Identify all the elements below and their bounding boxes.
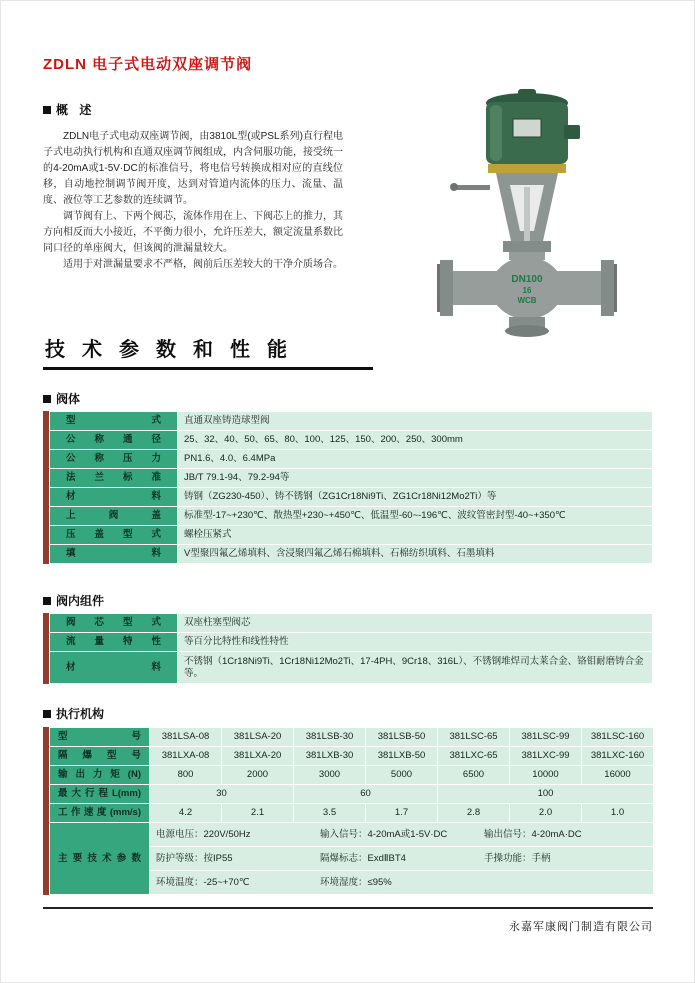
main-param: 隔爆标志：ExdⅡBT4 <box>319 852 406 864</box>
actuator-heading-label: 执行机构 <box>56 707 105 721</box>
spec-label-cell: 流量特性 <box>50 633 178 652</box>
exproof-model-cell: 381LXB-30 <box>294 747 366 766</box>
model-cell: 381LSC-65 <box>438 728 510 747</box>
model-cell: 381LSC-99 <box>510 728 582 747</box>
table-row <box>50 526 653 545</box>
page-footer <box>43 907 653 934</box>
table-row <box>50 450 653 469</box>
exproof-model-cell: 381LXC-160 <box>582 747 654 766</box>
main-params-cell <box>150 871 654 895</box>
valve-illustration <box>426 89 631 351</box>
table-row <box>50 488 653 507</box>
spec-value-cell: 螺栓压紧式 <box>178 526 653 545</box>
table-row <box>50 633 653 652</box>
table-row <box>50 507 653 526</box>
section-bullet-icon <box>43 710 51 718</box>
exproof-model-cell: 381LXA-20 <box>222 747 294 766</box>
table-row <box>50 545 653 564</box>
spec-label-cell: 公称压力 <box>50 450 178 469</box>
section-bullet-icon <box>43 395 51 403</box>
valve-body-heading <box>43 390 80 407</box>
overview-heading <box>43 101 95 118</box>
main-params-cell <box>150 823 654 847</box>
exproof-model-cell: 381LXB-50 <box>366 747 438 766</box>
main-param: 输出信号：4-20mA·DC <box>483 828 582 840</box>
spec-label-cell: 压盖型式 <box>50 526 178 545</box>
overview-text <box>43 129 343 273</box>
actuator-table <box>43 727 653 895</box>
spec-value-cell: JB/T 79.1-94、79.2-94等 <box>178 469 653 488</box>
table-row <box>50 469 653 488</box>
actuator-heading <box>43 705 104 722</box>
valve-body-heading-label: 阀体 <box>56 392 81 406</box>
model-cell: 381LSA-20 <box>222 728 294 747</box>
spec-label-cell: 工作速度(mm/s) <box>50 804 150 823</box>
spec-label-cell: 上阀盖 <box>50 507 178 526</box>
tech-section-heading: 技术参数和性能 <box>43 333 373 370</box>
speed-cell: 2.0 <box>510 804 582 823</box>
overview-heading-label: 概 述 <box>56 103 96 117</box>
main-param: 环境温度：-25~+70℃ <box>156 876 250 888</box>
spec-label-cell: 材料 <box>50 652 178 684</box>
spec-value-cell: 双座柱塞型阀芯 <box>178 614 653 633</box>
spec-value-cell: 标准型-17~+230℃、散热型+230~+450℃、低温型-60~-196℃、波纹管密封型-40~+350℃ <box>178 507 653 526</box>
table-row <box>50 728 654 747</box>
overview-paragraph: ZDLN电子式电动双座调节阀，由3810L型(或PSL系列)直行程电子式电动执行机构和直通双座调节阀组成，内含伺服功能，接受统一的4-20mA或1-5V·DC的标准信号，将电信号转换成相对应的直线位移，自动地控制调节阀开度，达到对管道内流体的压力、流量、温度、液位等工艺参数的连续调节。 <box>43 131 343 206</box>
valve-dn-mark: DN100 <box>511 274 543 285</box>
spec-label-cell: 型式 <box>50 412 178 431</box>
output-force-cell: 2000 <box>222 766 294 785</box>
stroke-cell: 100 <box>438 785 654 804</box>
table-row <box>50 785 654 804</box>
company-name: 永嘉军康阀门制造有限公司 <box>509 921 653 933</box>
table-row <box>50 652 653 684</box>
table-row <box>50 804 654 823</box>
valve-material-mark: WCB <box>517 296 537 305</box>
section-bullet-icon <box>43 597 51 605</box>
main-param: 防护等级：按IP55 <box>156 852 233 864</box>
output-force-cell: 16000 <box>582 766 654 785</box>
model-cell: 381LSA-08 <box>150 728 222 747</box>
spec-value-cell: 等百分比特性和线性特性 <box>178 633 653 652</box>
spec-label-cell: 法兰标准 <box>50 469 178 488</box>
spec-label-cell: 阀芯型式 <box>50 614 178 633</box>
main-param: 环境湿度：≤95% <box>319 876 392 888</box>
exproof-model-cell: 381LXC-99 <box>510 747 582 766</box>
spec-value-cell: V型聚四氟乙烯填料、含浸聚四氟乙烯石棉填料、石棉纺织填料、石墨填料 <box>178 545 653 564</box>
section-bullet-icon <box>43 106 51 114</box>
speed-cell: 1.0 <box>582 804 654 823</box>
valve-pn-mark: 16 <box>522 286 532 295</box>
overview-paragraph: 适用于对泄漏量要求不严格，阀前后压差较大的干净介质场合。 <box>63 259 343 270</box>
stroke-cell: 30 <box>150 785 294 804</box>
spec-label-cell: 公称通径 <box>50 431 178 450</box>
spec-label-cell: 型号 <box>50 728 150 747</box>
table-row <box>50 747 654 766</box>
main-param: 电源电压：220V/50Hz <box>156 828 251 840</box>
output-force-cell: 800 <box>150 766 222 785</box>
valve-photo <box>426 89 631 351</box>
speed-cell: 4.2 <box>150 804 222 823</box>
overview-paragraph: 调节阀有上、下两个阀芯，流体作用在上、下阀芯上的推力，其方向相反而大小接近，不平衡力很小，允许压差大，额定流量系数比同口径的单座阀大，但该阀的泄漏量较大。 <box>43 211 343 254</box>
doc-title: ZDLN 电子式电动双座调节阀 <box>43 56 253 73</box>
output-force-cell: 3000 <box>294 766 366 785</box>
table-row <box>50 614 653 633</box>
spec-value-cell: 直通双座铸造球型阀 <box>178 412 653 431</box>
table-row <box>50 766 654 785</box>
table-row <box>50 823 654 847</box>
valve-trim-heading-label: 阀内组件 <box>56 594 105 608</box>
speed-cell: 1.7 <box>366 804 438 823</box>
stroke-cell: 60 <box>294 785 438 804</box>
speed-cell: 2.1 <box>222 804 294 823</box>
main-params-cell <box>150 847 654 871</box>
spec-label-cell: 输出力矩(N) <box>50 766 150 785</box>
output-force-cell: 10000 <box>510 766 582 785</box>
table-row <box>50 412 653 431</box>
spec-label-cell: 材料 <box>50 488 178 507</box>
main-param: 手操功能：手柄 <box>483 852 551 864</box>
spec-label-cell: 主要技术参数 <box>50 823 150 895</box>
model-cell: 381LSB-30 <box>294 728 366 747</box>
spec-value-cell: 铸钢（ZG230-450）、铸不锈钢（ZG1Cr18Ni9Ti、ZG1Cr18Ni12Mo2Ti）等 <box>178 488 653 507</box>
valve-body-table <box>43 411 653 564</box>
spec-value-cell: 25、32、40、50、65、80、100、125、150、200、250、300mm <box>178 431 653 450</box>
spec-label-cell: 最大行程L(mm) <box>50 785 150 804</box>
exproof-model-cell: 381LXC-65 <box>438 747 510 766</box>
spec-value-cell: PN1.6、4.0、6.4MPa <box>178 450 653 469</box>
model-cell: 381LSC-160 <box>582 728 654 747</box>
spec-label-cell: 填料 <box>50 545 178 564</box>
main-param: 输入信号：4-20mA或1-5V·DC <box>319 828 448 840</box>
output-force-cell: 6500 <box>438 766 510 785</box>
speed-cell: 3.5 <box>294 804 366 823</box>
exproof-model-cell: 381LXA-08 <box>150 747 222 766</box>
table-row <box>50 431 653 450</box>
spec-value-cell: 不锈钢（1Cr18Ni9Ti、1Cr18Ni12Mo2Ti、17-4PH、9Cr18、316L）、不锈钢堆焊司太莱合金、铬钼耐磨铸合金等。 <box>178 652 653 684</box>
valve-trim-table <box>43 613 653 684</box>
output-force-cell: 5000 <box>366 766 438 785</box>
spec-label-cell: 隔爆型号 <box>50 747 150 766</box>
valve-trim-heading <box>43 592 104 609</box>
speed-cell: 2.8 <box>438 804 510 823</box>
model-cell: 381LSB-50 <box>366 728 438 747</box>
